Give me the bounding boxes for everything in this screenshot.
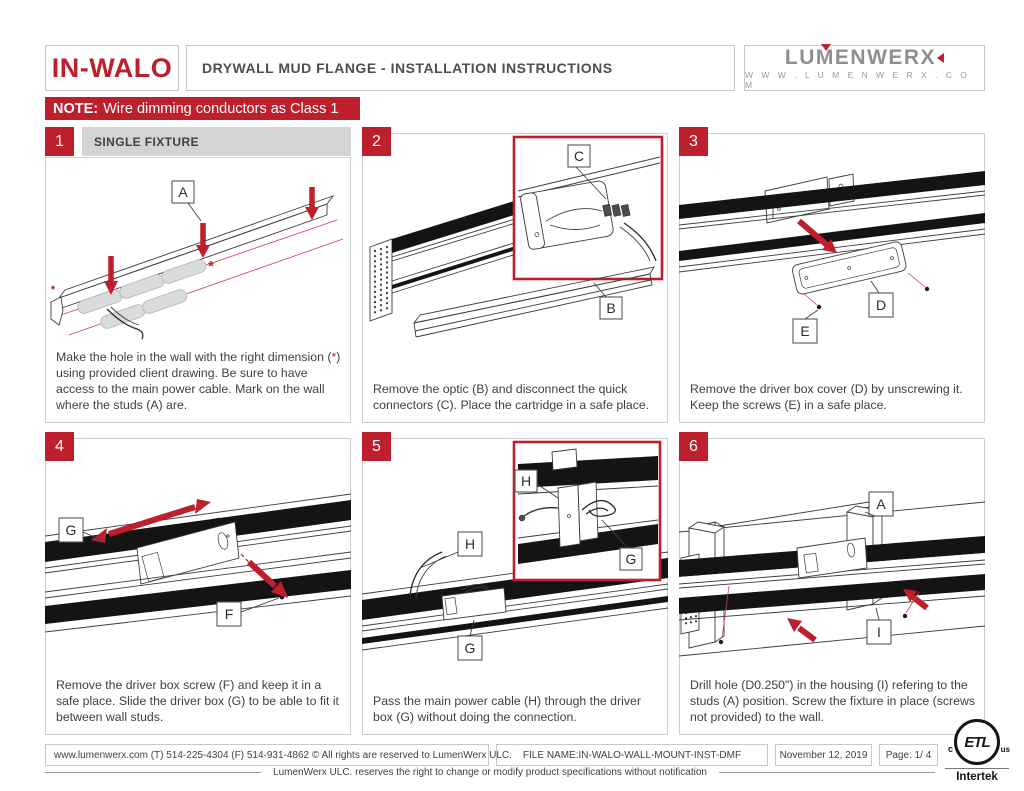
panel-4-illustration (45, 440, 351, 670)
panel-1-header: SINGLE FIXTURE (82, 127, 351, 156)
note-text: Wire dimming conductors as Class 1 (103, 100, 339, 117)
footer-disclaimer-row (45, 767, 935, 778)
step-4-caption: Remove the driver box screw (F) and keep it in a safe place. Slide the driver box (G) to be able to fit it between wall studs. (56, 678, 339, 725)
label-g: G (65, 522, 77, 538)
step-number-5: 5 (362, 432, 391, 461)
step-panel-5 (362, 432, 668, 735)
product-name-box (45, 45, 179, 91)
label-h-inset: H (520, 473, 532, 489)
step-number-3: 3 (679, 127, 708, 156)
panel-5-illustration (362, 440, 668, 670)
step-2-caption: Remove the optic (B) and disconnect the quick connectors (C). Place the cartridge in a safe place. (373, 382, 650, 413)
footer-file-name: FILE NAME:IN-WALO-WALL-MOUNT-INST-DMF (496, 744, 768, 766)
step-panel-1 (45, 127, 351, 423)
footer (45, 744, 938, 766)
footer-disclaimer: LumenWerx ULC. reserves the right to change or modify product specifications without notification (273, 767, 707, 778)
step-5-caption: Pass the main power cable (H) through the driver box (G) without doing the connection. (373, 694, 641, 725)
svg-text:*: * (208, 258, 214, 275)
label-d: D (875, 297, 887, 313)
label-h: H (464, 536, 476, 552)
brand-logo (785, 47, 944, 68)
label-f: F (224, 606, 234, 622)
panel-3-illustration (679, 135, 985, 365)
etl-c-mark: c (948, 744, 954, 754)
divider (719, 772, 935, 773)
label-g-outer: G (464, 640, 476, 656)
label-g-inset: G (625, 551, 637, 567)
step-3-caption: Remove the driver box cover (D) by unscrewing it. Keep the screws (E) in a safe place. (690, 382, 963, 413)
label-a: A (178, 184, 188, 200)
red-asterisk: * (331, 350, 337, 365)
step-number-1: 1 (45, 127, 74, 156)
footer-contact: www.lumenwerx.com (T) 514-225-4304 (F) 514-931-4862 © All rights are reserved to LumenWerx ULC. (45, 744, 489, 766)
document-title-box (186, 45, 735, 91)
brand-logo-box (744, 45, 985, 91)
note-label: NOTE: (53, 100, 99, 117)
etl-letters: ETL (964, 733, 990, 751)
brand-wordmark: LUMENWERX (784, 45, 937, 69)
step-panel-3 (679, 127, 985, 423)
step-6-caption: Drill hole (D0.250") in the housing (I) refering to the studs (A) position. Screw the fixture in place (screws not provided) to the wall. (690, 678, 975, 725)
step-panel-6 (679, 432, 985, 735)
step-number-2: 2 (362, 127, 391, 156)
footer-page-number: Page: 1/ 4 (879, 744, 938, 766)
product-name: IN-WALO (51, 52, 173, 83)
brand-url: W W W . L U M E N W E R X . C O M (745, 69, 970, 90)
svg-text:*: * (50, 284, 56, 296)
logo-accent-x-icon (937, 53, 944, 63)
step-number-4: 4 (45, 432, 74, 461)
note-banner (45, 97, 360, 120)
step-panel-4 (45, 432, 351, 735)
label-e: E (800, 323, 810, 339)
footer-date: November 12, 2019 (775, 744, 872, 766)
panel-1-illustration (45, 159, 351, 355)
label-a: A (876, 496, 886, 512)
document-title: DRYWALL MUD FLANGE - INSTALLATION INSTRUCTIONS (202, 60, 613, 76)
etl-certification-mark (936, 719, 1018, 789)
label-c: C (573, 148, 585, 164)
label-i: I (877, 624, 881, 640)
divider (45, 772, 261, 773)
step-number-6: 6 (679, 432, 708, 461)
step-1-caption: Make the hole in the wall with the right dimension (*) using provided client drawing. Be sure to have access to the main power cable. Mark on the wall where the studs (A) are. (56, 350, 341, 413)
step-panel-2 (362, 127, 668, 423)
logo-accent-m-icon (821, 44, 831, 51)
intertek-label: Intertek (945, 768, 1009, 783)
panel-2-illustration (362, 135, 668, 365)
panel-6-illustration (679, 440, 985, 670)
etl-us-mark: us (1000, 745, 1010, 754)
label-b: B (606, 300, 616, 316)
